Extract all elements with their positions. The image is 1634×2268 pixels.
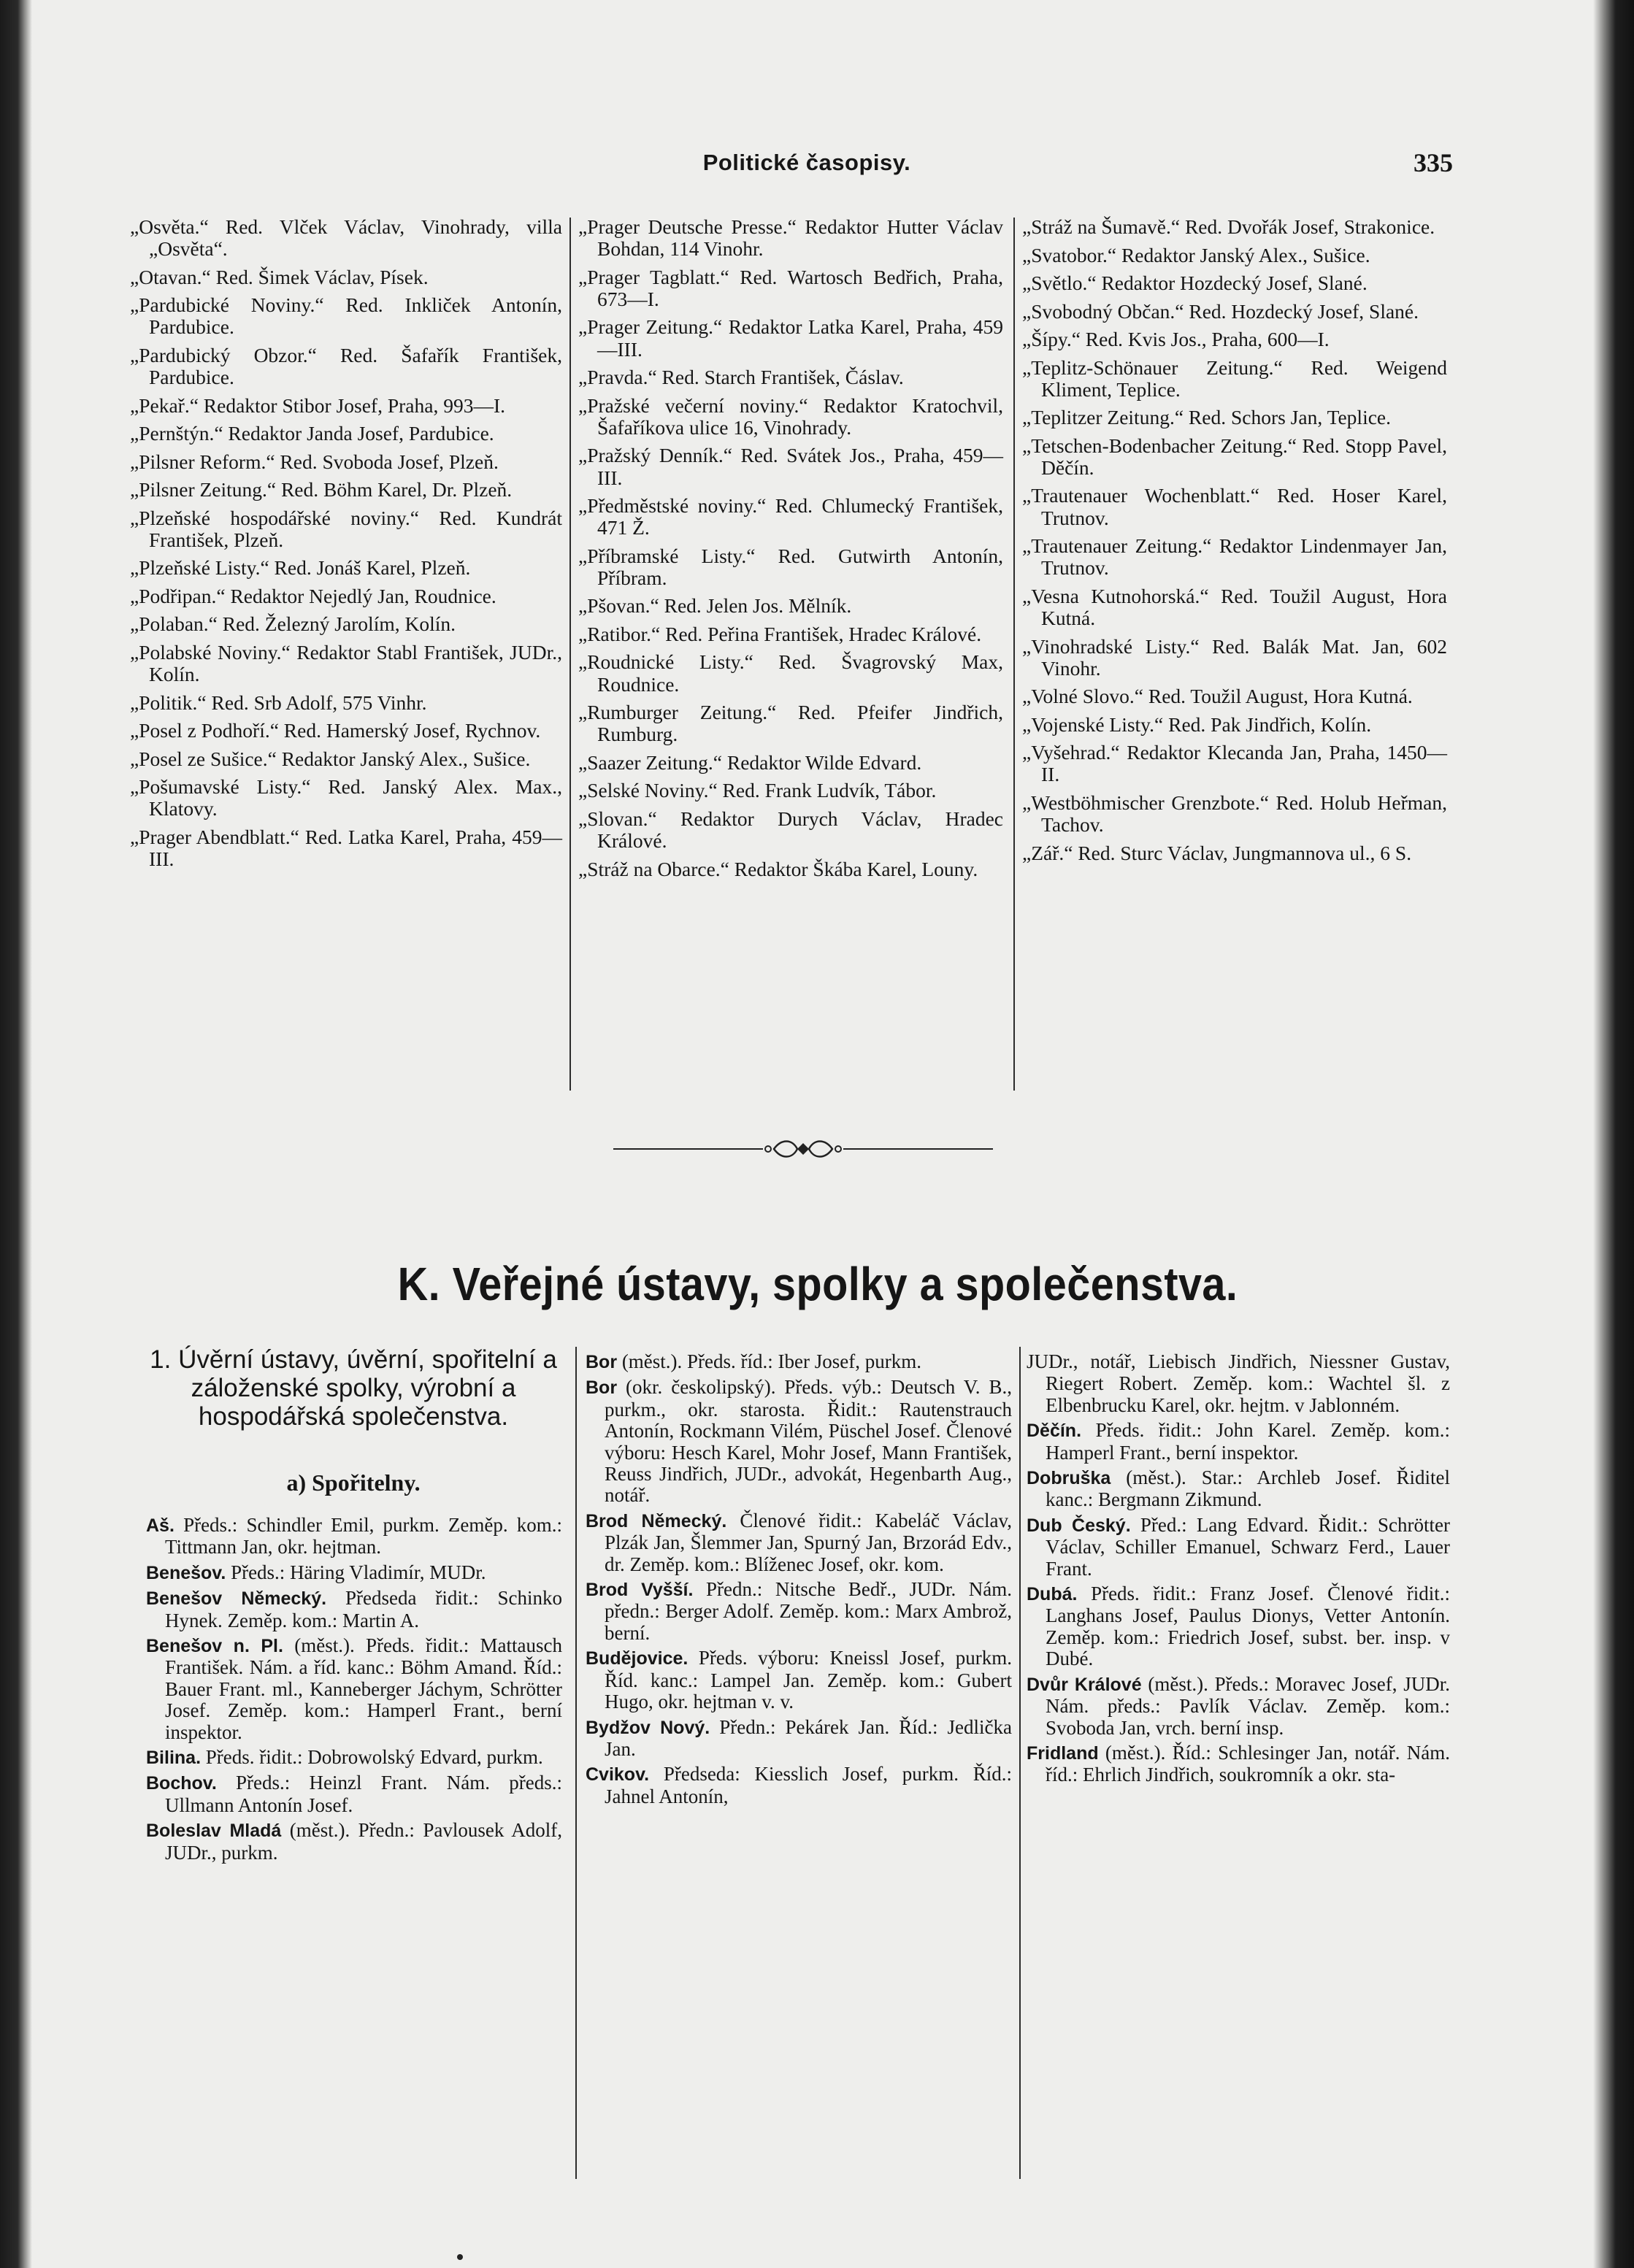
periodical-entry: „Trautenauer Zeitung.“ Redaktor Lindenmayer Jan, Trutnov.	[1022, 534, 1447, 580]
periodical-entry: „Politik.“ Red. Srb Adolf, 575 Vinhr.	[130, 691, 427, 714]
periodical-entry: „Pilsner Reform.“ Red. Svoboda Josef, Plzeň.	[130, 450, 499, 473]
place-name: Dobruška	[1027, 1468, 1111, 1489]
entry-text: (měst.). Star.: Archleb Josef. Řiditel kanc.: Bergmann Zikmund.	[1046, 1466, 1450, 1511]
periodical-entry: „Zář.“ Red. Sturc Václav, Jungmannova ul., 6 S.	[1022, 841, 1412, 864]
entry-text: Předs. řidit.: Dobrowolský Edvard, purkm.	[205, 1746, 543, 1769]
entry-text: Před.: Lang Edvard. Řidit.: Schrötter Václav, Schiller Emanuel, Schwarz Ferd., Lauer Frant.	[1046, 1513, 1450, 1580]
periodical-entry: „Tetschen-Bodenbacher Zeitung.“ Red. Stopp Pavel, Děčín.	[1022, 434, 1447, 479]
institution-entry	[146, 1588, 562, 1631]
column-rule	[1013, 218, 1015, 1091]
column-rule	[569, 218, 571, 1091]
place-name: Boleslav Mladá	[146, 1821, 282, 1842]
periodical-entry: „Volné Slovo.“ Red. Toužil August, Hora Kutná.	[1022, 685, 1413, 708]
institution-entry	[146, 1515, 562, 1558]
periodical-entry: „Polaban.“ Red. Železný Jarolím, Kolín.	[130, 612, 456, 636]
institution-entry	[1027, 1515, 1450, 1580]
place-name: Dub Český.	[1027, 1515, 1131, 1536]
place-name: Dvůr Králové	[1027, 1674, 1142, 1695]
footer-mark	[457, 2254, 463, 2260]
periodical-entry: „Stráž na Obarce.“ Redaktor Škába Karel, Louny.	[578, 857, 978, 880]
periodical-entry: „Ratibor.“ Red. Peřina František, Hradec Králové.	[578, 622, 982, 645]
institution-entry	[1027, 1420, 1450, 1464]
entry-text: Předn.: Nitsche Bedř., JUDr. Nám. předn.: Berger Adolf. Zeměp. kom.: Marx Ambrož, berní.	[605, 1578, 1013, 1644]
periodical-entry: „Pošumavské Listy.“ Red. Janský Alex. Max., Klatovy.	[130, 775, 562, 820]
entry-text: (měst.). Předs. řidit.: Mattausch František. Nám. a říd. kanc.: Böhm Amand. Říd.: Bauer Frant. ml., Kanneberger Jáchym, Schrötter Josef. Zeměp. kom.: Hamperl Frant., berní inspektor.	[165, 1634, 563, 1743]
periodical-entry: „Roudnické Listy.“ Red. Švagrovský Max, Roudnice.	[578, 650, 1003, 696]
institution-entry	[586, 1510, 1012, 1575]
entry-text: (měst.). Předn.: Pavlousek Adolf, JUDr., purkm.	[165, 1819, 562, 1864]
periodical-entry: „Prager Abendblatt.“ Red. Latka Karel, Praha, 459—III.	[130, 825, 562, 870]
periodical-entry: „Šípy.“ Red. Kvis Jos., Praha, 600—I.	[1022, 328, 1330, 350]
institution-entry	[146, 1635, 562, 1743]
periodical-entry: „Prager Zeitung.“ Redaktor Latka Karel, Praha, 459—III.	[578, 315, 1003, 361]
section-title: K. Veřejné ústavy, spolky a společenstva.	[397, 1258, 1238, 1310]
periodical-entry: „Slovan.“ Redaktor Durych Václav, Hradec Králové.	[578, 807, 1003, 853]
periodical-entry: „Vojenské Listy.“ Red. Pak Jindřich, Kolín.	[1022, 712, 1372, 736]
institution-entry	[146, 1820, 562, 1864]
institution-entry	[586, 1377, 1012, 1506]
periodical-entry: „Pražské večerní noviny.“ Redaktor Kratochvil, Šafaříkova ulice 16, Vinohrady.	[578, 393, 1003, 439]
institution-entry	[586, 1717, 1012, 1761]
periodical-entry: „Vyšehrad.“ Redaktor Klecanda Jan, Praha, 1450—II.	[1022, 741, 1447, 786]
entry-text: Předs. řidit.: John Karel. Zeměp. kom.: Hamperl Frant., berní inspektor.	[1046, 1419, 1450, 1464]
ornamental-divider	[613, 1136, 993, 1162]
periodical-entry: „Podřipan.“ Redaktor Nejedlý Jan, Roudnice.	[130, 584, 496, 607]
periodical-entry: „Selské Noviny.“ Red. Frank Ludvík, Tábor.	[578, 779, 937, 802]
place-name: Aš.	[146, 1515, 174, 1536]
institution-entry	[146, 1747, 562, 1769]
periodical-entry: „Trautenauer Wochenblatt.“ Red. Hoser Karel, Trutnov.	[1022, 484, 1447, 529]
periodical-entry: „Vesna Kutnohorská.“ Red. Toužil August, Hora Kutná.	[1022, 584, 1447, 630]
entry-text: (měst.). Předs. říd.: Iber Josef, purkm.	[621, 1350, 921, 1372]
periodical-entry: „Předměstské noviny.“ Red. Chlumecký František, 471 Ž.	[578, 494, 1003, 539]
periodical-entry: „Pardubický Obzor.“ Red. Šafařík František, Pardubice.	[130, 343, 562, 389]
periodical-entry: „Prager Tagblatt.“ Red. Wartosch Bedřich, Praha, 673—I.	[578, 265, 1003, 310]
institution-entry	[1027, 1467, 1450, 1511]
entry-text: Předs.: Heinzl Frant. Nám. předs.: Ullmann Antonín Josef.	[165, 1772, 562, 1816]
place-name: Děčín.	[1027, 1421, 1082, 1442]
periodical-entry: „Teplitzer Zeitung.“ Red. Schors Jan, Teplice.	[1022, 406, 1391, 429]
subsection-heading: 1. Úvěrní ústavy, úvěrní, spořitelní a záloženské spolky, výrobní a hospodářská společenstva.	[150, 1345, 557, 1431]
periodical-entry: „Prager Deutsche Presse.“ Redaktor Hutter Václav Bohdan, 114 Vinohr.	[578, 215, 1003, 261]
periodical-entry: „Světlo.“ Redaktor Hozdecký Josef, Slané.	[1022, 272, 1368, 294]
place-name: Bydžov Nový.	[586, 1717, 710, 1738]
periodical-entry: „Posel z Podhoří.“ Red. Hamerský Josef, Rychnov.	[130, 719, 541, 742]
periodicals-column-3	[1022, 216, 1447, 870]
entry-text: Předseda: Kiesslich Josef, purkm. Říd.: Jahnel Antonín,	[605, 1763, 1013, 1807]
place-name: Budějovice.	[586, 1648, 688, 1669]
entry-text: (měst.). Předs.: Moravec Josef, JUDr. Nám. předs.: Pavlík Václav. Zeměp. kom.: Svoboda Jan, vrch. berní insp.	[1046, 1672, 1450, 1739]
category-heading: a) Spořitelny.	[286, 1469, 421, 1496]
periodical-entry: „Svatobor.“ Redaktor Janský Alex., Sušice.	[1022, 243, 1370, 266]
entry-text: Předs.: Häring Vladimír, MUDr.	[231, 1561, 486, 1583]
entry-text: (okr. českolipský). Předs. výb.: Deutsch V. B., purkm., okr. starosta. Řidit.: Rautenstrauch Antonín, Rockmann Vilém, Püschel Josef. Členové výboru: Hesch Karel, Mohr Josef, Mann František, Reuss Jindřich, JUDr., advokát, Hegenbarth Aug., notář.	[605, 1376, 1013, 1507]
periodical-entry: „Plzeňské Listy.“ Red. Jonáš Karel, Plzeň.	[130, 556, 471, 580]
institution-entry	[586, 1648, 1012, 1712]
institution-entry	[1027, 1583, 1450, 1670]
institution-entry	[146, 1562, 562, 1584]
periodical-entry: „Příbramské Listy.“ Red. Gutwirth Antonín, Příbram.	[578, 544, 1003, 589]
periodical-entry: „Plzeňské hospodářské noviny.“ Red. Kundrát František, Plzeň.	[130, 506, 562, 551]
periodical-entry: „Svobodný Občan.“ Red. Hozdecký Josef, Slané.	[1022, 299, 1419, 323]
scan-edge-right	[1593, 0, 1634, 2268]
institutions-column-3	[1027, 1351, 1450, 1790]
entry-text: Předn.: Pekárek Jan. Říd.: Jedlička Jan.	[605, 1715, 1012, 1760]
periodical-entry: „Vinohradské Listy.“ Red. Balák Mat. Jan, 602 Vinohr.	[1022, 634, 1447, 680]
periodical-entry: „Pšovan.“ Red. Jelen Jos. Mělník.	[578, 594, 852, 618]
place-name: Brod Vyšší.	[586, 1580, 694, 1601]
periodical-entry: „Teplitz-Schönauer Zeitung.“ Red. Weigend Kliment, Teplice.	[1022, 355, 1447, 401]
periodical-entry: „Otavan.“ Red. Šimek Václav, Písek.	[130, 265, 429, 288]
place-name: Bor	[586, 1352, 618, 1372]
page-number: 335	[1414, 148, 1453, 177]
entry-text: Předseda řidit.: Schinko Hynek. Zeměp. kom.: Martin A.	[165, 1587, 562, 1631]
periodical-entry: „Polabské Noviny.“ Redaktor Stabl František, JUDr., Kolín.	[130, 640, 562, 686]
institution-entry	[1027, 1742, 1450, 1786]
periodical-entry: „Pravda.“ Red. Starch František, Čáslav.	[578, 366, 904, 389]
place-name: Dubá.	[1027, 1584, 1078, 1605]
entry-text: Předs.: Schindler Emil, purkm. Zeměp. kom.: Tittmann Jan, okr. hejtman.	[165, 1514, 563, 1558]
periodical-entry: „Pernštýn.“ Redaktor Janda Josef, Pardubice.	[130, 422, 494, 445]
column-rule	[1019, 1347, 1021, 2179]
entry-text: Členové řidit.: Kabeláč Václav, Plzák Jan, Šlemmer Jan, Spurný Jan, Brzorád Edv., dr. Zeměp. kom.: Blíženec Josef, okr. kom.	[605, 1509, 1013, 1575]
periodical-entry: „Pražský Denník.“ Red. Svátek Jos., Praha, 459—III.	[578, 444, 1003, 489]
institution-entry	[586, 1351, 1012, 1373]
periodical-entry: „Saazer Zeitung.“ Redaktor Wilde Edvard.	[578, 750, 922, 774]
periodical-entry: „Osvěta.“ Red. Vlček Václav, Vinohrady, villa „Osvěta“.	[130, 215, 562, 261]
place-name: Fridland	[1027, 1742, 1099, 1764]
institution-entry	[586, 1579, 1012, 1644]
place-name: Cvikov.	[586, 1764, 650, 1785]
entry-text: Předs. výboru: Kneissl Josef, purkm. Říd. kanc.: Lampel Jan. Zeměp. kom.: Gubert Hugo, okr. hejtman v. v.	[605, 1647, 1013, 1713]
place-name: Brod Německý.	[586, 1510, 727, 1531]
periodicals-column-2	[578, 216, 1003, 886]
periodical-entry: „Pardubické Noviny.“ Red. Inkliček Antonín, Pardubice.	[130, 293, 562, 339]
place-name: Bilina.	[146, 1748, 202, 1769]
periodicals-column-1	[130, 216, 562, 876]
institution-entry	[146, 1772, 562, 1816]
column-rule	[575, 1347, 577, 2179]
institutions-column-1	[146, 1515, 562, 1867]
scan-edge-left	[0, 0, 32, 2268]
place-name: Benešov Německý.	[146, 1588, 327, 1610]
institution-entry	[1027, 1351, 1450, 1416]
periodical-entry: „Stráž na Šumavě.“ Red. Dvořák Josef, Strakonice.	[1022, 215, 1435, 238]
institution-entry	[586, 1764, 1012, 1807]
entry-text: JUDr., notář, Liebisch Jindřich, Niessner Gustav, Riegert Robert. Zeměp. kom.: Wachtel šl. z Elbenbrucku Karel, okr. hejtm. v Jablonném.	[1027, 1350, 1450, 1416]
periodical-entry: „Westböhmischer Grenzbote.“ Red. Holub Heřman, Tachov.	[1022, 791, 1447, 837]
place-name: Bochov.	[146, 1773, 217, 1794]
entry-text: Předs. řidit.: Franz Josef. Členové řidit.: Langhans Josef, Paulus Dionys, Vetter Antonín. Zeměp. kom.: Friedrich Josef, subst. ber. insp. v Dubé.	[1046, 1583, 1451, 1670]
place-name: Bor	[586, 1377, 618, 1399]
running-title: Politické časopisy.	[702, 150, 911, 175]
institution-entry	[1027, 1674, 1450, 1739]
periodical-entry: „Rumburger Zeitung.“ Red. Pfeifer Jindřich, Rumburg.	[578, 701, 1003, 746]
entry-text: (měst.). Říd.: Schlesinger Jan, notář. Nám. říd.: Ehrlich Jindřich, soukromník a okr. sta-	[1046, 1741, 1450, 1786]
periodical-entry: „Pekař.“ Redaktor Stibor Josef, Praha, 993—I.	[130, 393, 505, 417]
place-name: Benešov.	[146, 1562, 226, 1583]
periodical-entry: „Posel ze Sušice.“ Redaktor Janský Alex., Sušice.	[130, 747, 531, 770]
periodical-entry: „Pilsner Zeitung.“ Red. Böhm Karel, Dr. Plzeň.	[130, 478, 513, 501]
place-name: Benešov n. Pl.	[146, 1636, 283, 1657]
institutions-column-2	[586, 1351, 1012, 1811]
